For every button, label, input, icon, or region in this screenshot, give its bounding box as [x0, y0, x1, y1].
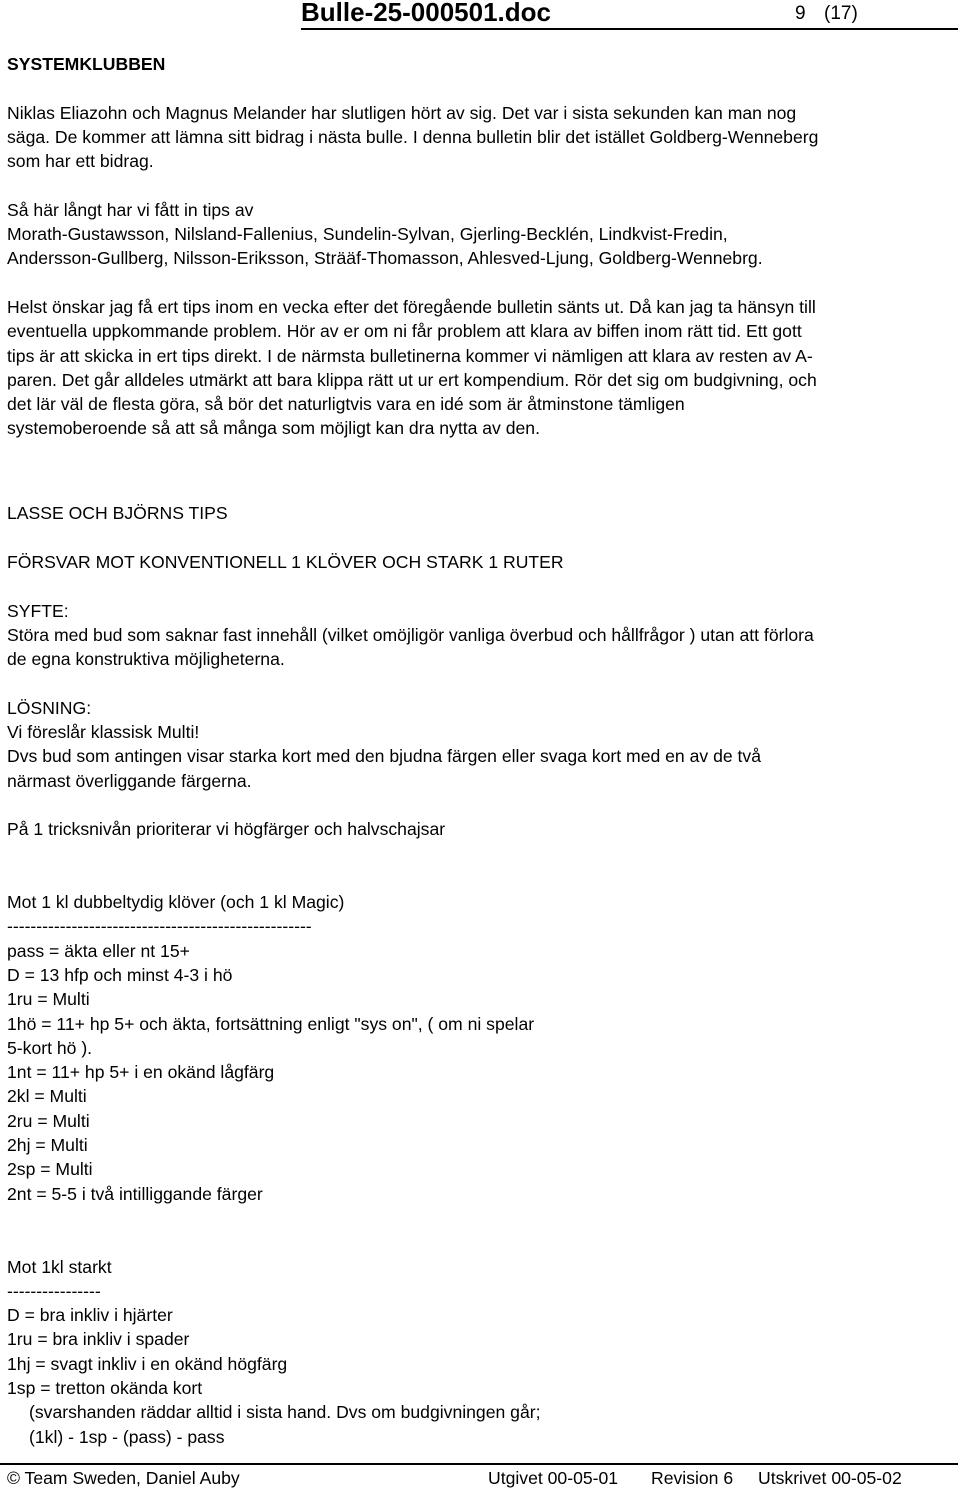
footer-utskrivet: Utskrivet 00-05-02	[758, 1468, 902, 1488]
paragraph-request	[7, 295, 955, 441]
page-number: 9	[795, 3, 806, 24]
page-footer	[7, 1468, 955, 1490]
indented-note: (svarshanden räddar alltid i sista hand. Dvs om budgivningen går;	[29, 1402, 541, 1423]
footer-copyright: © Team Sweden, Daniel Auby	[7, 1468, 240, 1488]
footer-revision: Revision 6	[651, 1468, 734, 1488]
text-line: de egna konstruktiva möjligheterna.	[7, 649, 285, 670]
bid-line: D = bra inkliv i hjärter	[7, 1305, 173, 1326]
text-line: tips är att skicka in ert tips direkt. I de närmsta bulletinerna kommer vi nämligen att klara av resten av A-	[7, 345, 813, 366]
bid-line: 1ru = bra inkliv i spader	[7, 1329, 190, 1350]
bid-line: 2kl = Multi	[7, 1086, 87, 1107]
bid-line: 1ru = Multi	[7, 989, 90, 1010]
dashed-rule: ----------------------------------------------------	[7, 916, 312, 937]
text-line: Andersson-Gullberg, Nilsson-Eriksson, Strääf-Thomasson, Ahlesved-Ljung, Goldberg-Wennebrg.	[7, 248, 763, 269]
text-line: Så här långt har vi fått in tips av	[7, 199, 254, 220]
bid-line: 1sp = tretton okända kort	[7, 1378, 203, 1399]
text-line: Morath-Gustawsson, Nilsland-Fallenius, Sundelin-Sylvan, Gjerling-Becklén, Lindkvist-Fredin,	[7, 224, 728, 245]
losning-label: LÖSNING:	[7, 697, 92, 718]
bid-line: 2sp = Multi	[7, 1159, 93, 1180]
text-line: säga. De kommer att lämna sitt bidrag i nästa bulle. I denna bulletin blir det istället Goldberg-Wenneberg	[7, 126, 819, 147]
text-line: paren. Det går alldeles utmärkt att bara klippa rätt ut ur ert kompendium. Rör det sig om budgivning, och	[7, 369, 817, 390]
text-line: Vi föreslår klassisk Multi!	[7, 722, 200, 743]
text-line: eventuella uppkommande problem. Hör av er om ni får problem att klara av biffen inom rätt tid. Ett gott	[7, 321, 802, 342]
footer-utgivet: Utgivet 00-05-01	[488, 1468, 619, 1488]
bid-line: pass = äkta eller nt 15+	[7, 940, 190, 961]
text-line: som har ett bidrag.	[7, 151, 154, 172]
subsection-title: Mot 1 kl dubbeltydig klöver (och 1 kl Magic)	[7, 892, 345, 913]
page-header	[0, 0, 960, 30]
text-line: systemoberoende så att så många som möjligt kan dra nytta av den.	[7, 418, 540, 439]
bid-line: D = 13 hfp och minst 4-3 i hö	[7, 964, 233, 985]
text-line: Niklas Eliazohn och Magnus Melander har slutligen hört av sig. Det var i sista sekunden kan man nog	[7, 102, 797, 123]
text-line: Dvs bud som antingen visar starka kort med den bjudna färgen eller svaga kort med en av de två	[7, 746, 762, 767]
text-line: Helst önskar jag få ert tips inom en vecka efter det föregående bulletin sänts ut. Då kan jag ta hänsyn till	[7, 296, 816, 317]
text-line: det lär väl de flesta göra, så bör det naturligtvis vara en idé som är åtminstone tämligen	[7, 394, 685, 415]
bid-line: 2ru = Multi	[7, 1110, 90, 1131]
text-line: närmast överliggande färgerna.	[7, 770, 252, 791]
document-filename: Bulle-25-000501.doc	[301, 0, 552, 27]
header-rule	[301, 28, 958, 30]
section-subtitle: FÖRSVAR MOT KONVENTIONELL 1 KLÖVER OCH STARK 1 RUTER	[7, 551, 564, 572]
priority-line: På 1 tricksnivån prioriterar vi högfärger och halvschajsar	[7, 819, 446, 840]
syfte-label: SYFTE:	[7, 600, 69, 621]
bid-line: 5-kort hö ).	[7, 1037, 93, 1058]
defense-vs-strong-club	[7, 1255, 955, 1449]
section-title-tips: LASSE OCH BJÖRNS TIPS	[7, 503, 228, 524]
bid-line: 2hj = Multi	[7, 1135, 88, 1156]
paragraph-tips-received	[7, 198, 955, 271]
document-body	[7, 52, 955, 1449]
text-line: Störa med bud som saknar fast innehåll (vilket omöjligör vanliga överbud och hållfrågor ) utan att förlora	[7, 624, 814, 645]
bid-line: 2nt = 5-5 i två intilliggande färger	[7, 1183, 263, 1204]
section-title-systemklubben: SYSTEMKLUBBEN	[7, 54, 166, 74]
bid-line: 1nt = 11+ hp 5+ i en okänd lågfärg	[7, 1062, 275, 1083]
subsection-title: Mot 1kl starkt	[7, 1256, 112, 1277]
dashed-rule: ----------------	[7, 1280, 101, 1301]
footer-rule	[0, 1463, 958, 1465]
indented-note: (1kl) - 1sp - (pass) - pass	[29, 1426, 225, 1447]
paragraph-intro	[7, 101, 955, 174]
defense-vs-1-club	[7, 890, 955, 1206]
page-total: (17)	[824, 3, 858, 24]
bid-line: 1hj = svagt inkliv i en okänd högfärg	[7, 1353, 288, 1374]
bid-line: 1hö = 11+ hp 5+ och äkta, fortsättning enligt "sys on", ( om ni spelar	[7, 1013, 535, 1034]
